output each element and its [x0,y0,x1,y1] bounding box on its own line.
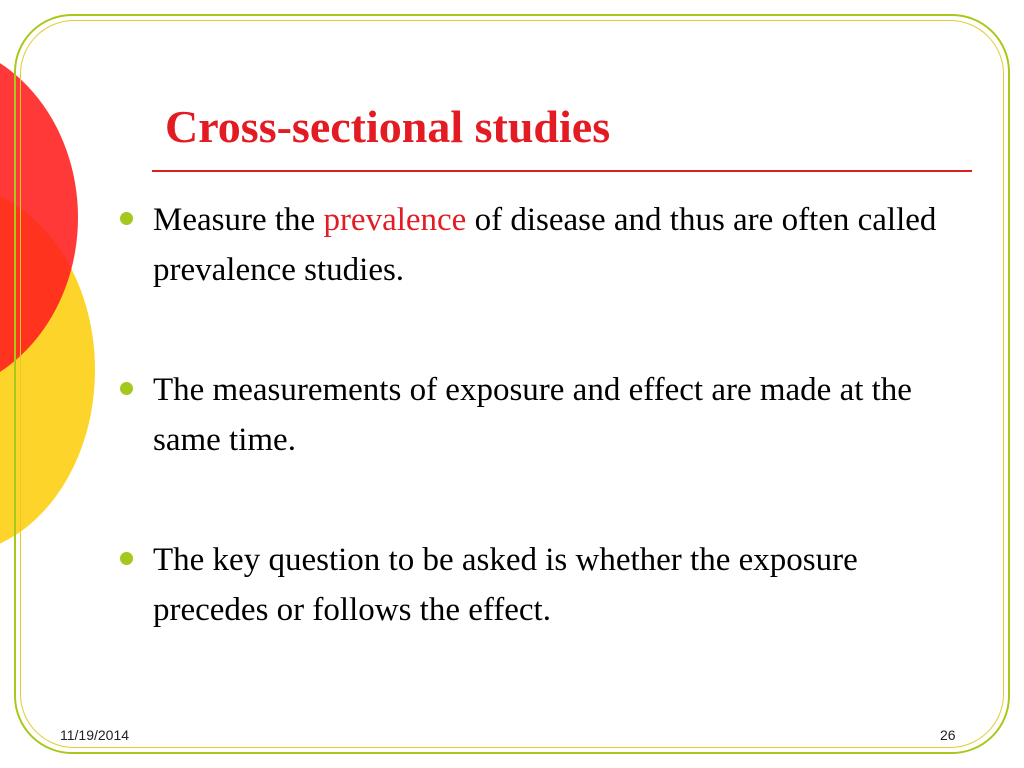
slide-title: Cross-sectional studies [165,101,611,152]
bullet-text-after: of disease and thus are often called prevalence studies. [153,202,937,288]
bullet-text: The measurements of exposure and effect are made at the same time. [153,372,912,458]
bullet-dot-icon [120,382,133,395]
bullet-item-key-question [120,535,950,635]
bullet-dot-icon [120,212,133,225]
bullet-emphasis-prevalence: prevalence [323,202,467,238]
title-underline [152,170,972,172]
bullet-text: The key question to be asked is whether the exposure precedes or follows the effect. [153,542,858,628]
bullet-dot-icon [120,552,133,565]
bullet-item-prevalence [120,195,950,295]
bullet-list [120,195,950,705]
bullet-item-measurements [120,365,950,465]
footer-date: 11/19/2014 [60,727,130,743]
footer-page-number: 26 [940,727,956,743]
bullet-text-before: Measure the [153,202,324,238]
